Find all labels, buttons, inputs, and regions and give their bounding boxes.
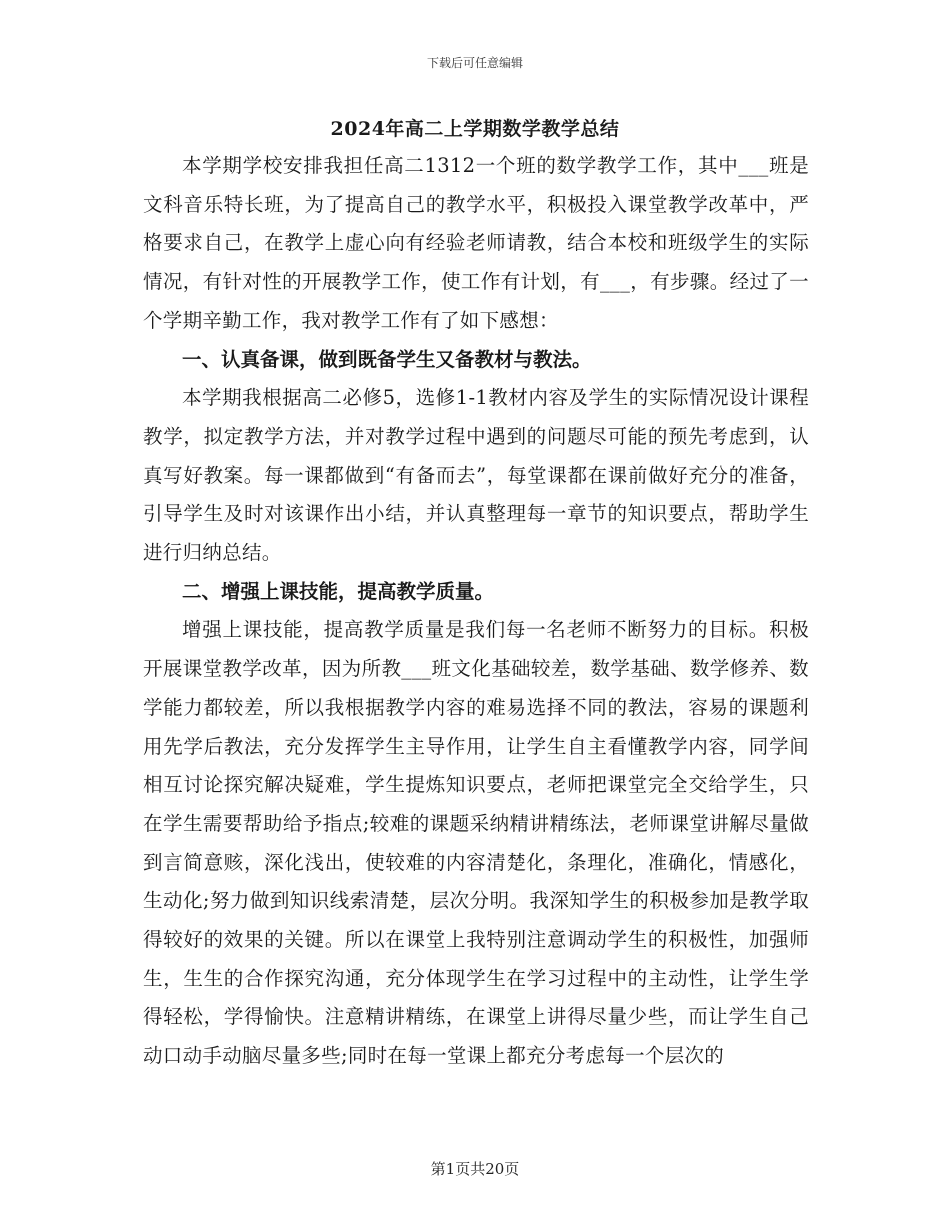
section-heading-2: 二、增强上课技能，提高教学质量。 [182,579,495,603]
section-2-paragraph: 增强上课技能，提高教学质量是我们每一名老师不断努力的目标。积极开展课堂教学改革，因为所教___班文化基础较差，数学基础、数学修养、数学能力都较差，所以我根据教学内容的难易选择不同的教法，容易的课题利用先学后教法，充分发挥学生主导作用，让学生自主看懂教学内容，同学间相互讨论探究解决疑难，学生提炼知识要点，老师把课堂完全交给学生，只在学生需要帮助给予指点;较难的课题采纳精讲精练法，老师课堂讲解尽量做到言简意赅，深化浅出，使较难的内容清楚化，条理化，准确化，情感化，生动化;努力做到知识线索清楚，层次分明。我深知学生的积极参加是教学取得较好的效果的关键。所以在课堂上我特别注意调动学生的积极性，加强师生，生生的合作探究沟通，充分体现学生在学习过程中的主动性，让学生学得轻松，学得愉快。注意精讲精练，在课堂上讲得尽量少些，而让学生自己动口动手动脑尽量多些;同时在每一堂课上都充分考虑每一个层次的 [143,618,809,1068]
document-title: 2024年高二上学期数学教学总结 [330,118,620,140]
section-1-paragraph: 本学期我根据高二必修5，选修1-1教材内容及学生的实际情况设计课程教学，拟定教学方法，并对教学过程中遇到的问题尽可能的预先考虑到，认真写好教案。每一课都做到“有备而去”，每堂课都在课前做好充分的准备，引导学生及时对该课作出小结，并认真整理每一章节的知识要点，帮助学生进行归纳总结。 [143,386,809,565]
page-header-note: 下载后可任意编辑 [426,56,523,70]
intro-paragraph: 本学期学校安排我担任高二1312一个班的数学教学工作，其中___班是文科音乐特长班，为了提高自己的教学水平，积极投入课堂教学改革中，严格要求自己，在教学上虚心向有经验老师请教，结合本校和班级学生的实际情况，有针对性的开展教学工作，使工作有计划，有___，有步骤。经过了一个学期辛勤工作，我对教学工作有了如下感想： [143,154,809,332]
document-body [143,147,809,1076]
page-number: 第1页共20页 [430,1160,520,1178]
section-heading-1: 一、认真备课，做到既备学生又备教材与教法。 [182,347,592,371]
